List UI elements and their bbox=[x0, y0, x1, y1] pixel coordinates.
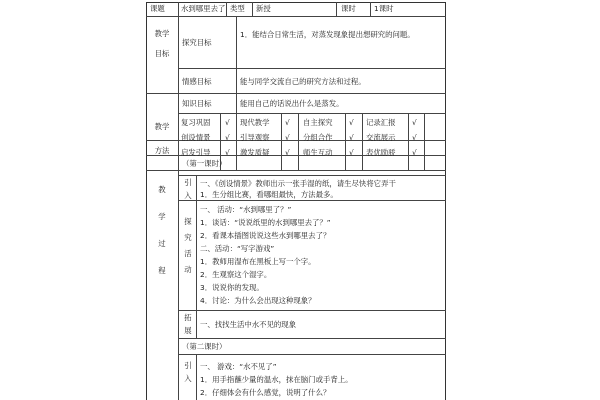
goal-label: 探究目标 bbox=[182, 38, 212, 47]
method-check: √ bbox=[412, 118, 417, 127]
method-label: 记录汇报 bbox=[366, 118, 396, 127]
method-check: √ bbox=[225, 118, 230, 127]
lesson1-heading: （第一课时） bbox=[182, 159, 227, 168]
column-divider bbox=[370, 2, 371, 16]
process-section-label: 教学过程 bbox=[158, 185, 166, 275]
row-divider bbox=[178, 338, 446, 339]
goal-label: 情感目标 bbox=[182, 77, 212, 86]
method-check: √ bbox=[349, 133, 354, 142]
column-divider bbox=[226, 2, 227, 16]
explore-line: 二、活动：“写字游戏” bbox=[200, 244, 275, 253]
method-check: √ bbox=[349, 148, 354, 157]
column-divider bbox=[281, 113, 282, 170]
method-check: √ bbox=[225, 133, 230, 142]
hours-label: 课时 bbox=[341, 4, 356, 13]
column-divider bbox=[196, 175, 197, 338]
method-check: √ bbox=[349, 118, 354, 127]
method-label: 启发引导 bbox=[181, 148, 211, 157]
intro-label: 引入 bbox=[184, 178, 192, 200]
lesson-plan-sheet bbox=[144, 0, 448, 400]
lesson2-heading: （第二课时） bbox=[182, 342, 227, 351]
extend-line: 一、找找生活中水不见的现象 bbox=[200, 320, 297, 329]
method-label: 交流展示 bbox=[366, 133, 396, 142]
intro2-line: 2．仔细体会有什么感觉，说明了什么？ bbox=[200, 388, 331, 397]
row-divider bbox=[178, 113, 446, 114]
methods-section-label: 教学方法 bbox=[154, 122, 170, 155]
method-check: √ bbox=[412, 148, 417, 157]
column-divider bbox=[236, 16, 237, 113]
lesson-title: 水到哪里去了 bbox=[181, 4, 226, 13]
column-divider bbox=[345, 113, 346, 170]
type-value: 新授 bbox=[256, 4, 271, 13]
column-divider bbox=[298, 113, 299, 170]
explore-line: 4．讨论：为什么会出现这种现象？ bbox=[200, 296, 316, 305]
method-label: 创设情景 bbox=[181, 133, 211, 142]
intro2-line: 1．用手指蘸少量的温水，抹在脑门或手背上。 bbox=[200, 375, 353, 384]
goals-section-label: 教学目标 bbox=[154, 29, 170, 58]
column-divider bbox=[336, 2, 337, 16]
explore-line: 3．说说你的发现。 bbox=[200, 283, 264, 292]
extend-label: 拓展 bbox=[184, 313, 192, 335]
row-divider bbox=[178, 354, 446, 355]
explore-line: 1．谈话：“说说纸里的水到哪里去了？” bbox=[200, 218, 331, 227]
intro2-line: 一、 游戏：“水不见了” bbox=[200, 362, 277, 371]
explore-line: 一、 活动：“水到哪里了？” bbox=[200, 205, 292, 214]
method-label: 现代教学 bbox=[240, 118, 270, 127]
column-divider bbox=[236, 113, 237, 170]
intro-line: 1．生分组比赛，看哪组最快，方法最多。 bbox=[200, 190, 338, 199]
row-divider bbox=[178, 200, 446, 201]
method-check: √ bbox=[285, 148, 290, 157]
method-check: √ bbox=[285, 133, 290, 142]
method-check: √ bbox=[285, 118, 290, 127]
column-divider bbox=[362, 113, 363, 170]
method-label: 分组合作 bbox=[303, 133, 333, 142]
goal-text: 能用自己的话说出什么是蒸发。 bbox=[240, 99, 344, 108]
method-label: 自主探究 bbox=[303, 118, 333, 127]
explore-line: 2．看课本插图说说这些水到哪里去了？ bbox=[200, 231, 331, 240]
method-label: 复习巩固 bbox=[181, 118, 211, 127]
method-label: 激发质疑 bbox=[240, 148, 270, 157]
intro2-label: 引入 bbox=[184, 361, 192, 383]
hours-value: 1课时 bbox=[374, 4, 394, 13]
intro-line: 一、《创设情景》教师出示一张手湿的纸，请生尽快将它弄干 bbox=[200, 179, 396, 188]
row-divider bbox=[146, 170, 446, 171]
row-divider bbox=[146, 16, 446, 17]
explore-line: 2．生观察这个湿字。 bbox=[200, 270, 272, 279]
method-label: 引导观察 bbox=[240, 133, 270, 142]
column-divider bbox=[252, 2, 253, 16]
explore-line: 1．教师用湿布在黑板上写一个字。 bbox=[200, 257, 316, 266]
column-divider bbox=[196, 354, 197, 400]
goal-text: 能与同学交流自己的研究方法和过程。 bbox=[240, 77, 366, 86]
row-divider bbox=[178, 175, 446, 176]
method-check: √ bbox=[225, 148, 230, 157]
method-label: 师生互动 bbox=[303, 148, 333, 157]
column-divider bbox=[178, 2, 179, 400]
goal-text: 1．能结合日常生活，对蒸发现象提出想研究的问题。 bbox=[240, 30, 415, 39]
row-divider bbox=[178, 310, 446, 311]
method-check: √ bbox=[412, 133, 417, 142]
column-divider bbox=[424, 113, 425, 170]
explore-label: 探究活动 bbox=[184, 217, 192, 274]
row-divider bbox=[178, 68, 446, 69]
type-label: 类型 bbox=[230, 4, 245, 13]
row-divider bbox=[146, 93, 446, 94]
method-label: 表优励骄 bbox=[366, 148, 396, 157]
lesson-label: 课题 bbox=[150, 4, 165, 13]
column-divider bbox=[408, 113, 409, 170]
goal-label: 知识目标 bbox=[182, 99, 212, 108]
